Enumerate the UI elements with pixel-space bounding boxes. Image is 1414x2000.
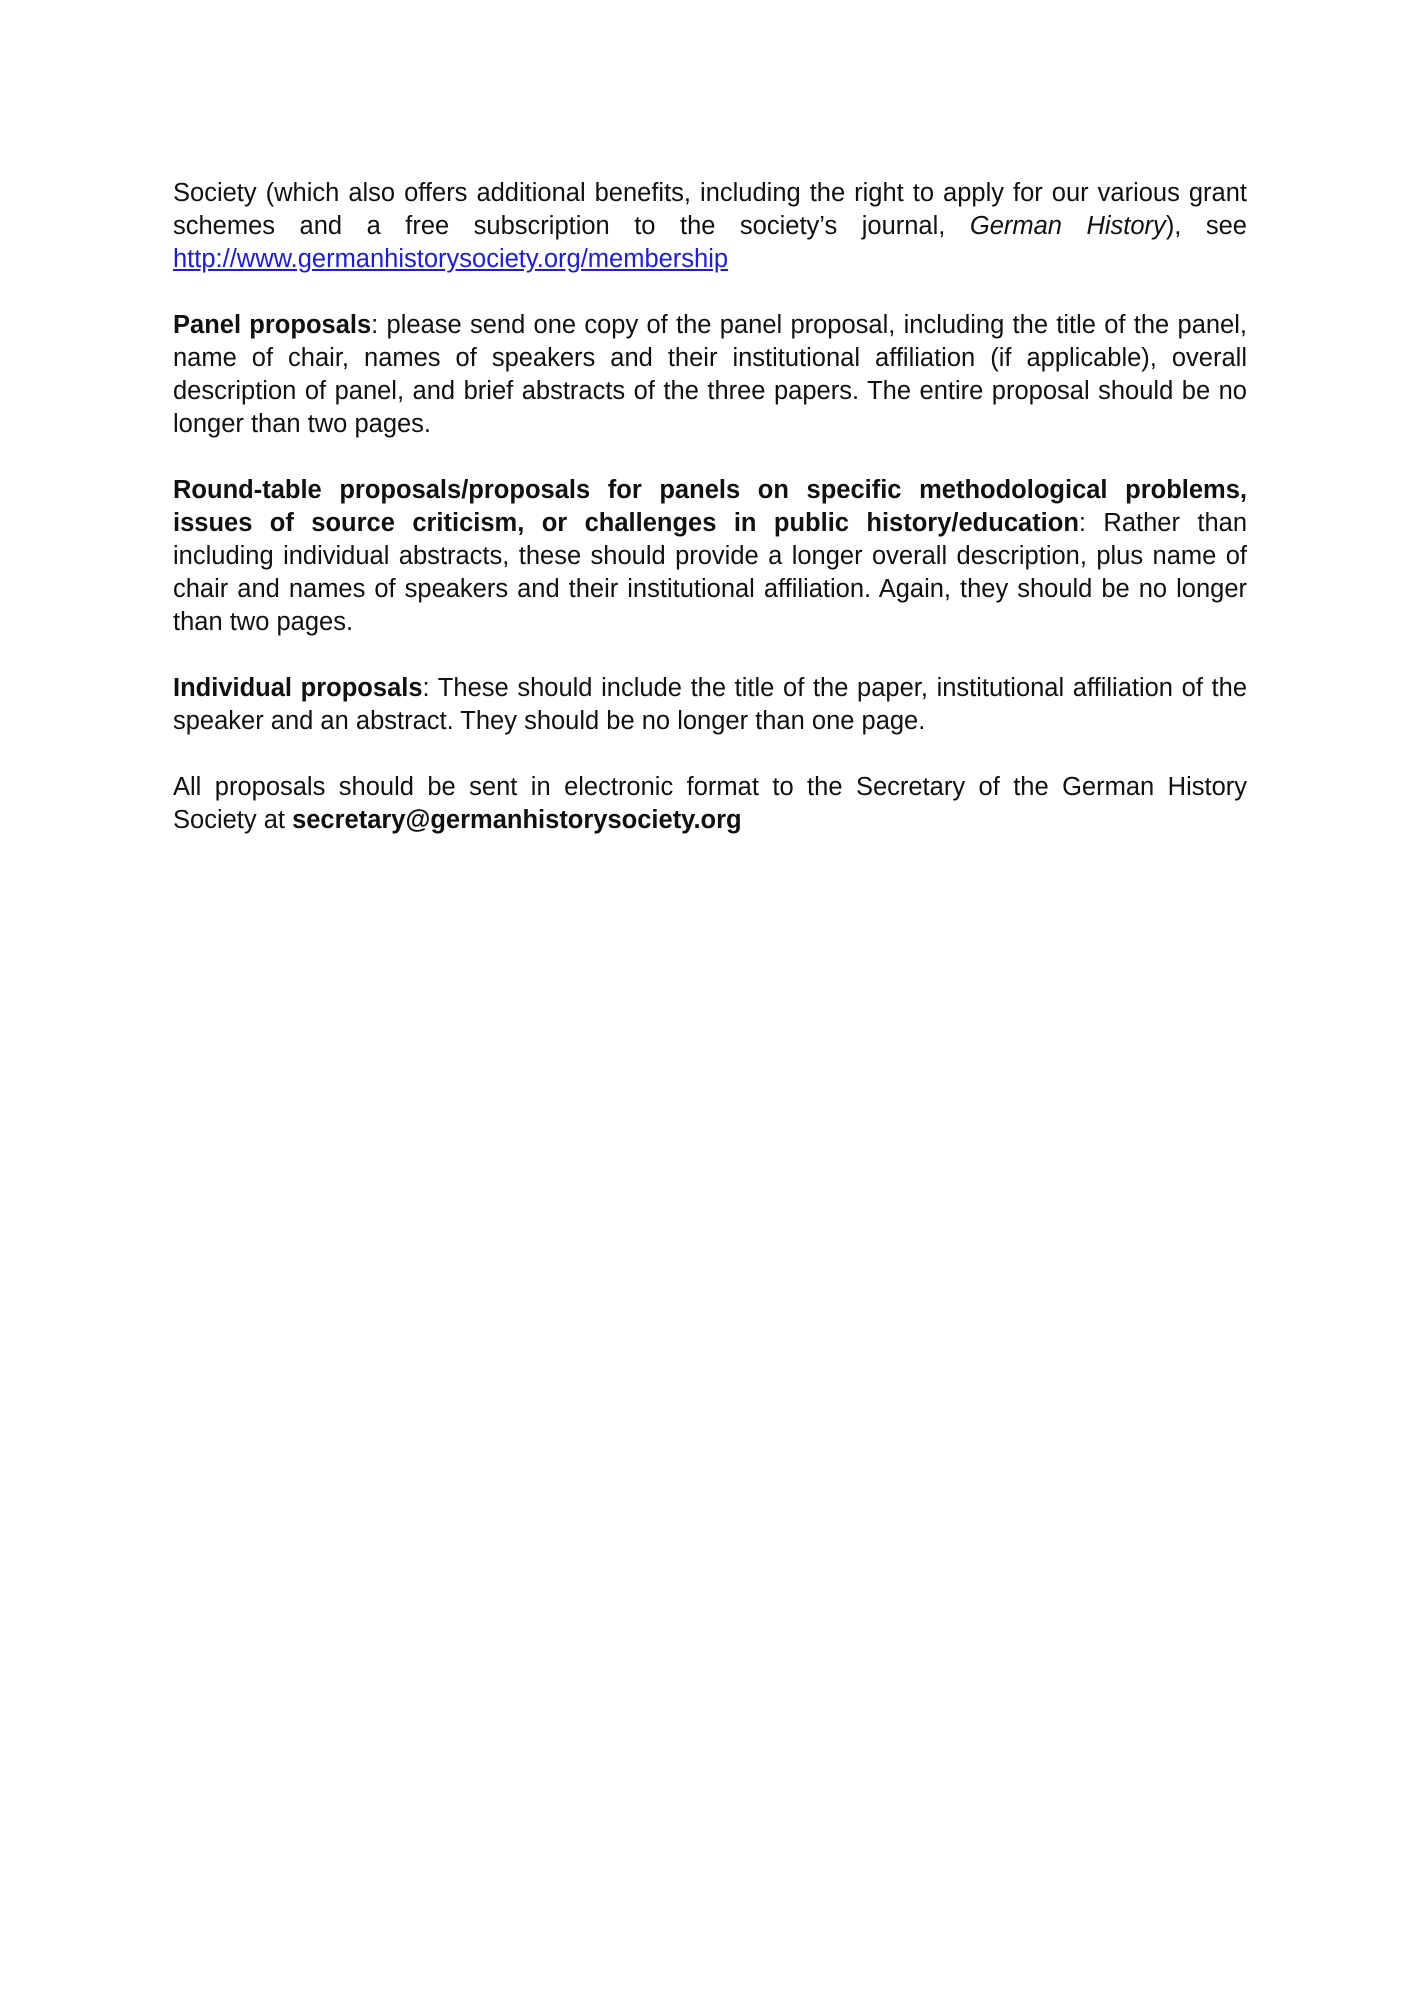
round-table-heading: Round-table proposals/proposals for panels on specific methodological problems, issues of source criticism, or challenges in public history/education bbox=[173, 476, 1247, 537]
membership-link[interactable]: http://www.germanhistorysociety.org/membership bbox=[173, 245, 729, 273]
round-table-text: : Rather than including individual abstracts, these should provide a longer overall description, plus name of chair and names of speakers and their institutional affiliation. Again, they should be no longer than two pages. bbox=[173, 509, 1247, 636]
membership-text: Society (which also offers additional benefits, including the right to apply for our various grant schemes and a free subscription to the society’s journal, bbox=[173, 179, 1247, 240]
membership-text-see: ), see bbox=[1165, 212, 1247, 240]
panel-proposals-heading: Panel proposals bbox=[173, 311, 372, 339]
paragraph-individual-proposals bbox=[173, 672, 1247, 738]
individual-proposals-heading: Individual proposals bbox=[173, 674, 423, 702]
individual-proposals-text: : These should include the title of the paper, institutional affiliation of the speaker and an abstract. They should be no longer than one page. bbox=[173, 674, 1248, 735]
paragraph-membership bbox=[173, 177, 1247, 276]
submission-text: All proposals should be sent in electronic format to the Secretary of the German History Society at bbox=[173, 773, 1247, 834]
secretary-email[interactable]: secretary@germanhistorysociety.org bbox=[292, 806, 742, 834]
paragraph-submission bbox=[173, 771, 1247, 837]
paragraph-panel-proposals bbox=[173, 309, 1247, 441]
journal-title: German History bbox=[969, 212, 1166, 240]
paragraph-round-table-proposals bbox=[173, 474, 1247, 639]
document-page bbox=[173, 177, 1247, 870]
panel-proposals-text: : please send one copy of the panel proposal, including the title of the panel, name of chair, names of speakers and their institutional affiliation (if applicable), overall description of panel, and brief abstracts of the three papers. The entire proposal should be no longer than two pages. bbox=[173, 311, 1247, 438]
